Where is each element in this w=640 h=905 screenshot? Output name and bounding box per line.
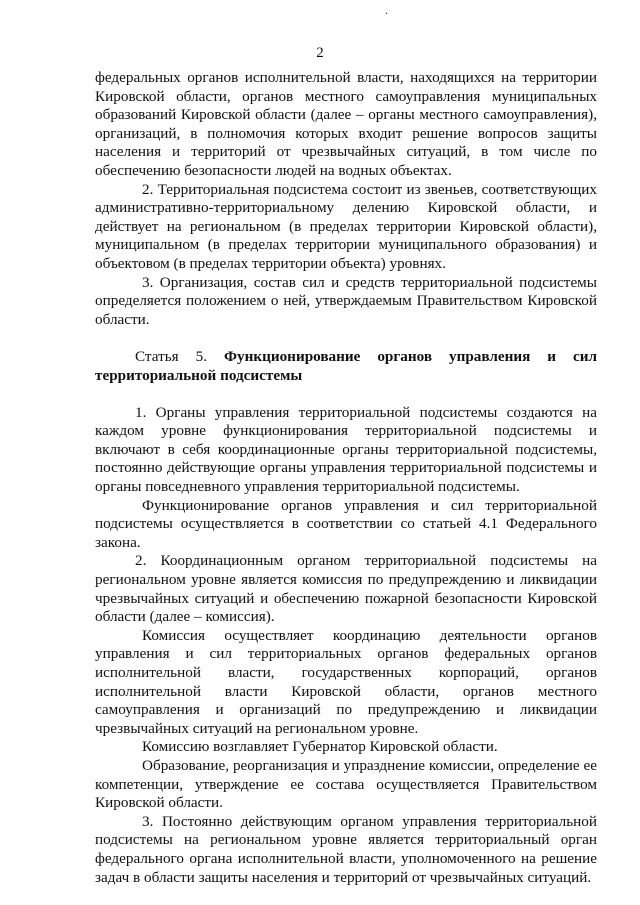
paragraph-article-item-1: 1. Органы управления территориальной подсистемы создаются на каждом уровне функционирования территориальной подсистемы и включают в себя координационные органы территориальной подсистемы, постоянно действующие органы управления территориальной подсистемы и органы повседневного управления территориальной подсистемы. (95, 403, 597, 496)
paragraph-commission-formation: Образование, реорганизация и упразднение комиссии, определение ее компетенции, утверждение ее состава осуществляется Правительством Кировской области. (95, 756, 597, 812)
paragraph-article-item-2: 2. Координационным органом территориальной подсистемы на региональном уровне является комиссия по предупреждению и ликвидации чрезвычайных ситуаций и обеспечению пожарной безопасности Кировской области (далее – комиссия). (95, 552, 597, 626)
paragraph-continuation: федеральных органов исполнительной власти, находящихся на территории Кировской области, органов местного самоуправления муниципальных образований Кировской области (далее – органы местного самоуправления), организаций, в полномочия которых входит решение вопросов защиты населения и территорий от чрезвычайных ситуаций, в том числе по обеспечению безопасности людей на водных объектах. (95, 69, 597, 179)
article-heading (95, 348, 597, 385)
scan-mark: . (385, 3, 388, 17)
paragraph-article-item-3: 3. Постоянно действующим органом управления территориальной подсистемы на региональном уровне является территориальный орган федерального органа исполнительной власти, уполномоченного на решение задач в области защиты населения и территорий от чрезвычайных ситуаций. (95, 812, 597, 886)
article-label: Статья 5. (135, 347, 207, 365)
paragraph-functioning: Функционирование органов управления и сил территориальной подсистемы осуществляется в соответствии со статьей 4.1 Федерального закона. (95, 496, 597, 551)
paragraph-commission-coordination: Комиссия осуществляет координацию деятельности органов управления и сил территориальных органов федеральных органов исполнительной власти, государственных корпораций, органов исполнительной власти Кировской области, органов местного самоуправления и организаций по предупреждению и ликвидации чрезвычайных ситуаций на региональном уровне. (95, 626, 597, 737)
paragraph-item-2: 2. Территориальная подсистема состоит из звеньев, соответствующих административно-территориальному делению Кировской области, и действует на региональном (в пределах территории Кировской области), муниципальном (в пределах территории муниципального образования) и объектовом (в пределах территории объекта) уровнях. (95, 180, 597, 272)
page-number: 2 (316, 45, 324, 61)
paragraph-commission-head: Комиссию возглавляет Губернатор Кировской области. (142, 738, 498, 756)
paragraph-item-3: 3. Организация, состав сил и средств территориальной подсистемы определяется положением о ней, утверждаемым Правительством Кировской области. (95, 273, 597, 328)
article-title: Функционирование органов управления и сил территориальной подсистемы (95, 347, 598, 384)
document-body (95, 69, 597, 887)
